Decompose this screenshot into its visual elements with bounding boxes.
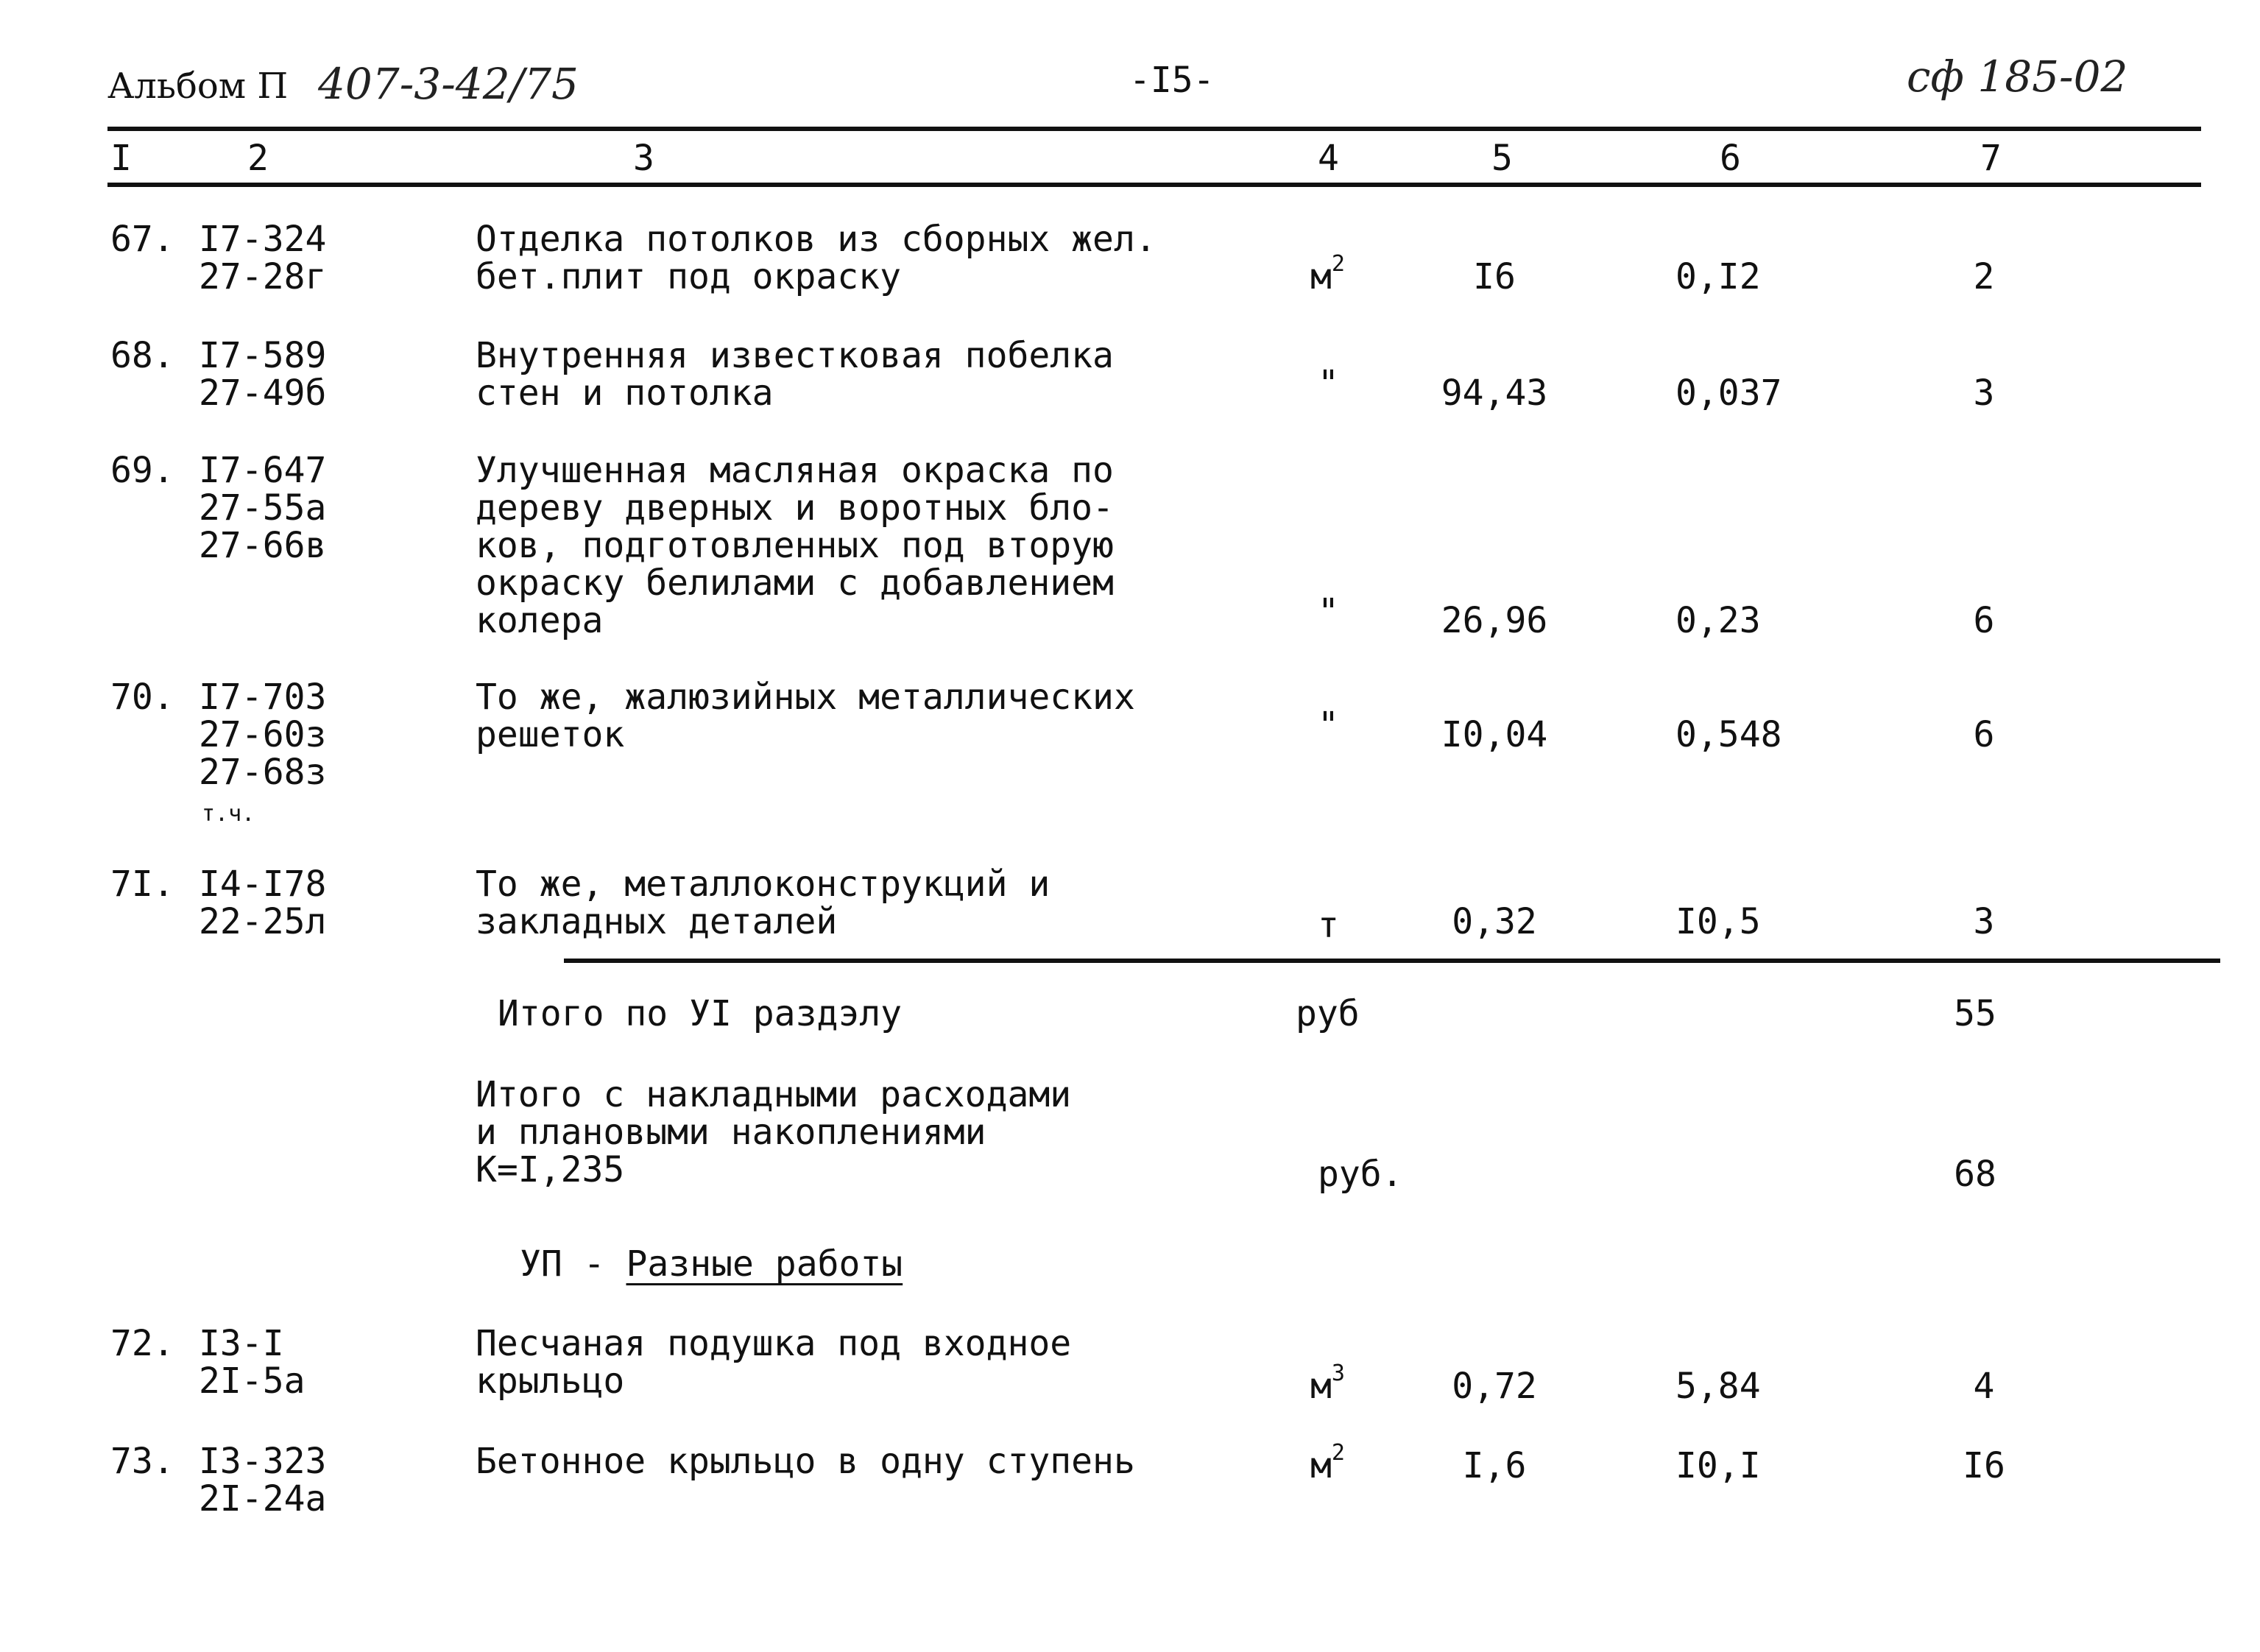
row-unit [1310,251,1345,297]
row-number: 70. [110,677,174,718]
row-price: 0,037 [1675,373,1782,414]
row-total: 6 [1973,600,1995,641]
section-heading [520,1243,903,1285]
row-number: 73. [110,1441,174,1482]
row-description: Внутренняя известковая побелка [476,335,1114,376]
total-unit: руб [1296,993,1360,1034]
section-divider [564,959,2220,963]
row-price: 0,23 [1675,600,1761,641]
row-code: I3-323 [199,1441,327,1482]
column-header-6: 6 [1720,138,1741,179]
row-code: 27-55а [199,487,327,529]
section-title: Разные работы [626,1243,903,1285]
row-code: 27-28г [199,256,327,297]
row-number: 67. [110,219,174,260]
row-description: закладных деталей [476,901,838,942]
unit-superscript: 2 [1331,251,1345,277]
row-unit: " [1318,705,1339,746]
row-total: 3 [1973,901,1995,942]
row-description: То же, металлоконструкций и [476,864,1050,905]
row-code: I7-589 [199,335,327,376]
column-header-4: 4 [1318,138,1339,179]
total-unit: руб. [1318,1154,1403,1195]
row-code: 27-49б [199,373,327,414]
total-description: К=I,235 [476,1149,625,1190]
row-description: Отделка потолков из сборных жел. [476,219,1157,260]
sheet-code: сф 185-02 [1907,52,2128,102]
total-description: и плановыми накоплениями [476,1112,986,1153]
row-code: I7-324 [199,219,327,260]
row-description: стен и потолка [476,373,774,414]
row-quantity: 26,96 [1441,600,1548,641]
column-header-7: 7 [1980,138,2002,179]
row-price: 0,I2 [1675,256,1761,297]
row-total: 2 [1973,256,1995,297]
row-description: Улучшенная масляная окраска по [476,450,1114,491]
row-description: ков, подготовленных под вторую [476,525,1114,566]
column-header-2: 2 [247,138,269,179]
row-number: 72. [110,1323,174,1364]
row-unit: т [1318,905,1339,946]
row-note: т.ч. [202,801,255,827]
row-total: 4 [1973,1366,1995,1407]
column-header-1: I [110,138,132,179]
row-description: дереву дверных и воротных бло- [476,487,1114,529]
row-code: 27-60з [199,714,327,755]
row-unit: " [1318,591,1339,632]
row-quantity: I6 [1473,256,1516,297]
unit-text: м [1310,1366,1332,1407]
row-description: бет.плит под окраску [476,256,901,297]
total-value: 68 [1954,1154,1996,1195]
total-description: Итого по УI раздэлу [498,993,903,1034]
row-code: 2I-5а [199,1360,306,1402]
row-number: 68. [110,335,174,376]
row-description: То же, жалюзийных металлических [476,677,1135,718]
row-total: 3 [1973,373,1995,414]
row-description: Песчаная подушка под входное [476,1323,1072,1364]
row-description: крыльцо [476,1360,625,1402]
row-code: I7-647 [199,450,327,491]
row-description: окраску белилами с добавлением [476,562,1114,604]
page-number: -I5- [1129,60,1215,101]
row-code: I3-I [199,1323,284,1364]
column-header-5: 5 [1491,138,1513,179]
unit-superscript: 2 [1331,1440,1345,1466]
row-unit [1310,1440,1345,1486]
unit-text: м [1310,1445,1332,1486]
row-description: решеток [476,714,625,755]
row-quantity: 0,32 [1452,901,1537,942]
row-code: 27-68з [199,752,327,793]
row-quantity: 0,72 [1452,1366,1537,1407]
row-quantity: 94,43 [1441,373,1548,414]
album-label: Альбом П [107,66,289,107]
row-number: 7I. [110,864,174,905]
total-value: 55 [1954,993,1996,1034]
unit-text: м [1310,256,1332,297]
total-description: Итого с накладными расходами [476,1074,1072,1115]
row-price: 0,548 [1675,714,1782,755]
row-code: I4-I78 [199,864,327,905]
row-code: 27-66в [199,525,327,566]
row-unit: " [1318,363,1339,404]
row-price: I0,I [1675,1445,1761,1486]
row-quantity: I0,04 [1441,714,1548,755]
row-code: 2I-24а [199,1478,327,1519]
row-quantity: I,6 [1462,1445,1527,1486]
column-header-3: 3 [633,138,654,179]
section-prefix: УП - [520,1243,626,1285]
row-total: I6 [1963,1445,2005,1486]
row-description: колера [476,600,604,641]
row-total: 6 [1973,714,1995,755]
row-code: 22-25л [199,901,327,942]
row-number: 69. [110,450,174,491]
row-description: Бетонное крыльцо в одну ступень [476,1441,1135,1482]
album-code: 407-3-42/75 [318,59,579,109]
row-price: 5,84 [1675,1366,1761,1407]
header-rule-top [107,127,2201,131]
header-rule-bottom [107,183,2201,187]
row-code: I7-703 [199,677,327,718]
row-price: I0,5 [1675,901,1761,942]
unit-superscript: 3 [1331,1360,1345,1386]
row-unit [1310,1360,1345,1407]
